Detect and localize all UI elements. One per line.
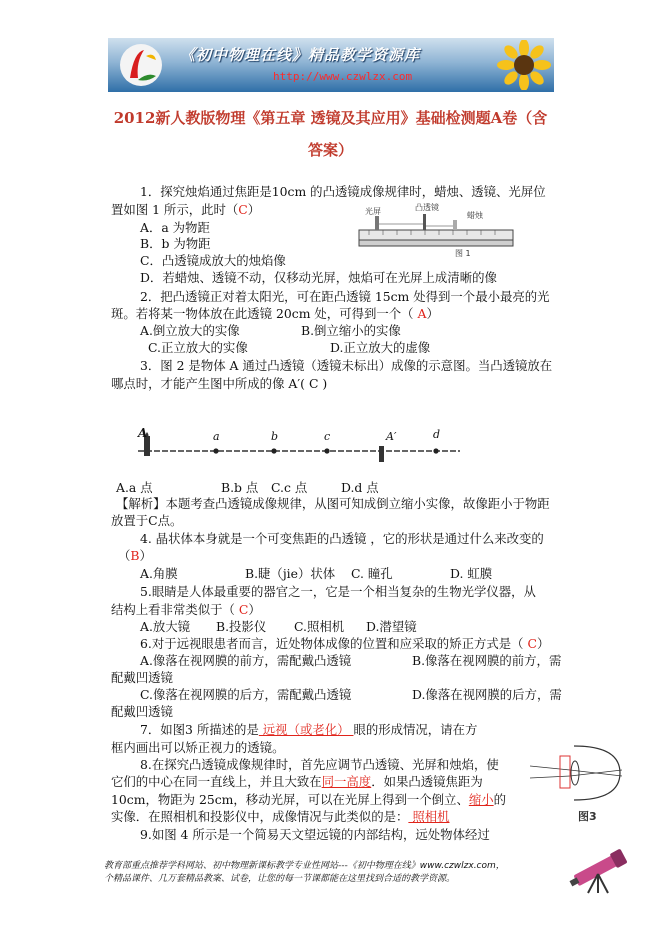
image-candle	[379, 446, 384, 462]
q2-stem-line2	[111, 306, 439, 322]
q1-option-d: D．若蜡烛、透镜不动，仅移动光屏，烛焰可在光屏上成清晰的像	[140, 270, 497, 285]
q3-stem-line2: 哪点时，才能产生图中所成的像 A′( C )	[111, 376, 328, 391]
principal-axis-diagram	[134, 424, 464, 468]
q5-stem-line2	[111, 602, 261, 618]
q8-stem-line2	[111, 774, 483, 790]
site-logo-icon	[118, 42, 164, 88]
sunflower-icon	[496, 40, 552, 90]
fig2-label-A-prime: A′	[386, 430, 397, 443]
q6-option-a: A.像落在视网膜的前方，需配戴凸透镜	[140, 653, 352, 668]
q7-answer: 远视（或老化）	[258, 722, 354, 737]
fig1-label-candle: 蜡烛	[467, 211, 483, 220]
q7-stem-line2: 框内画出可以矫正视力的透镜。	[111, 740, 285, 755]
q4-option-b: B.睫（jie）状体	[245, 566, 336, 581]
q4-option-c: C. 瞳孔	[351, 566, 393, 581]
q5-option-d: D.潜望镜	[366, 619, 417, 634]
fig1-caption: 图 1	[455, 249, 471, 258]
q1-stem-line1: 1．探究烛焰通过焦距是10cm 的凸透镜成像规律时，蜡烛、透镜、光屏位	[140, 184, 546, 199]
q3-analysis-line2: 放置于C点。	[111, 513, 183, 528]
banner-url[interactable]: http://www.czwlzx.com	[273, 70, 413, 83]
q6-answer: C	[527, 636, 537, 651]
q7-stem-prefix: 7．如图3 所描述的是	[140, 722, 259, 737]
q2-option-c: C.正立放大的实像	[148, 340, 248, 355]
q5-stem-prefix: 结构上看非常类似于（	[111, 602, 239, 617]
q1-answer: C	[238, 202, 248, 217]
fig2-label-A: A	[138, 426, 148, 440]
q3-option-d: D.d 点	[341, 480, 379, 495]
q8-answer-1: 同一高度	[321, 774, 372, 789]
q6-option-d-line1: D.像落在视网膜的后方，需	[412, 687, 562, 702]
q7-stem-suffix: 眼的形成情况，请在方	[353, 722, 478, 737]
q4-option-a: A.角膜	[140, 566, 178, 581]
q5-stem-suffix: ）	[248, 602, 261, 617]
fig2-label-c: c	[324, 430, 331, 443]
q8-stem-line1: 8.在探究凸透镜成像规律时，首先应调节凸透镜、光屏和烛焰，使	[140, 757, 499, 772]
q2-option-d: D.正立放大的虚像	[330, 340, 431, 355]
q7-stem-line1	[140, 722, 477, 738]
q2-answer: A	[417, 306, 427, 321]
point-c	[324, 448, 329, 453]
q9-stem-line1: 9.如图 4 所示是一个简易天文望远镜的内部结构，远处物体经过	[140, 827, 490, 842]
q4-stem-line1: 4. 晶状体本身就是一个可变焦距的凸透镜 ，它的形状是通过什么来改变的	[140, 531, 544, 546]
point-a	[213, 448, 218, 453]
q3-option-c: C.c 点	[271, 480, 308, 495]
q6-stem-prefix: 6.对于远视眼患者而言，近处物体成像的位置和应采取的矫正方式是（	[140, 636, 528, 651]
q6-stem-suffix: ）	[536, 636, 550, 651]
q4-answer: B	[130, 548, 140, 563]
figure-2	[134, 424, 464, 468]
footer-line2: 个精品课件、几万套精品教案、试卷，让您的每一节课都能在这里找到合适的教学资源。	[104, 874, 456, 884]
footer-line1: 教育部重点推荐学科网站、初中物理新课标教学专业性网站---《初中物理在线》www.czwlzx.com，	[104, 861, 505, 871]
point-d	[433, 448, 438, 453]
fig2-label-d: d	[433, 428, 441, 441]
q6-stem	[140, 636, 549, 652]
q8-answer-2: 缩小	[468, 792, 494, 807]
q8-stem3-prefix: 10cm，物距为 25cm，移动光屏，可以在光屏上得到一个倒立、	[111, 792, 469, 807]
header-banner	[108, 38, 554, 92]
document-title	[40, 102, 621, 166]
q1-option-a: A．a 为物距	[140, 220, 210, 235]
q8-stem2-suffix: ．如果凸透镜焦距为	[371, 774, 483, 789]
document-title-line2: 答案）	[307, 141, 353, 159]
q2-option-b: B.倒立缩小的实像	[301, 323, 401, 338]
document-title-line1: 2012新人教版物理《第五章 透镜及其应用》基础检测题A卷（含	[113, 109, 548, 127]
q4-stem-suffix: ）	[139, 548, 152, 563]
q5-option-c: C.照相机	[294, 619, 345, 634]
fig2-label-a: a	[213, 430, 220, 443]
q6-option-b-line2: 配戴凹透镜	[111, 670, 173, 685]
q3-option-a: A.a 点	[116, 480, 153, 495]
q6-option-c: C.像落在视网膜的后方，需配戴凸透镜	[140, 687, 352, 702]
q2-stem-suffix: ）	[426, 306, 439, 321]
q8-stem2-prefix: 它们的中心在同一直线上，并且大致在	[111, 774, 322, 789]
q1-option-b: B．b 为物距	[140, 236, 211, 251]
q5-stem-line1: 5.眼睛是人体最重要的器官之一，它是一个相当复杂的生物光学仪器，从	[140, 584, 536, 599]
q3-option-b: B.b 点	[221, 480, 259, 495]
q8-stem-line4	[111, 809, 450, 825]
q8-stem4-prefix: 实像．在照相机和投影仪中，成像情况与此类似的是：	[111, 809, 409, 824]
q8-stem3-suffix: 的	[493, 792, 507, 807]
figure-1	[355, 203, 517, 258]
figure-3	[530, 742, 626, 822]
telescope-icon	[566, 846, 636, 894]
q8-stem-line3	[111, 792, 506, 808]
q2-stem-line1: 2．把凸透镜正对着太阳光，可在距凸透镜 15cm 处得到一个最小最亮的光	[140, 289, 550, 304]
q1-stem-line2	[111, 202, 260, 218]
q5-answer: C	[238, 602, 249, 617]
fig1-label-screen: 光屏	[365, 207, 381, 216]
q4-stem-line2	[118, 548, 152, 564]
fig1-label-lens: 凸透镜	[415, 203, 439, 212]
point-b	[271, 448, 276, 453]
q6-option-d-line2: 配戴凹透镜	[111, 704, 173, 719]
q8-answer-3: 照相机	[408, 809, 450, 824]
banner-title: 《初中物理在线》精品教学资源库	[180, 46, 421, 64]
q1-stem-prefix: 置如图 1 所示，此时（	[111, 202, 239, 217]
q2-stem-prefix: 斑。若将某一物体放在此透镜 20cm 处，可得到一个（	[111, 306, 418, 321]
q4-stem-prefix: （	[118, 548, 131, 563]
q5-option-a: A.放大镜	[140, 619, 191, 634]
q4-option-d: D. 虹膜	[450, 566, 493, 581]
q6-option-b-line1: B.像落在视网膜的前方，需	[412, 653, 562, 668]
q1-option-c: C．凸透镜成放大的烛焰像	[140, 253, 286, 268]
q1-stem-suffix: ）	[247, 202, 261, 217]
q2-option-a: A.倒立放大的实像	[140, 323, 240, 338]
q3-stem-line1: 3．图 2 是物体 A 通过凸透镜（透镜未标出）成像的示意图。当凸透镜放在	[140, 358, 553, 373]
fig3-caption: 图3	[578, 810, 597, 823]
q3-analysis-line1: 【解析】本题考查凸透镜成像规律，从图可知成倒立缩小实像，故像距小于物距	[116, 496, 550, 511]
q5-option-b: B.投影仪	[216, 619, 267, 634]
fig2-label-b: b	[271, 430, 279, 443]
